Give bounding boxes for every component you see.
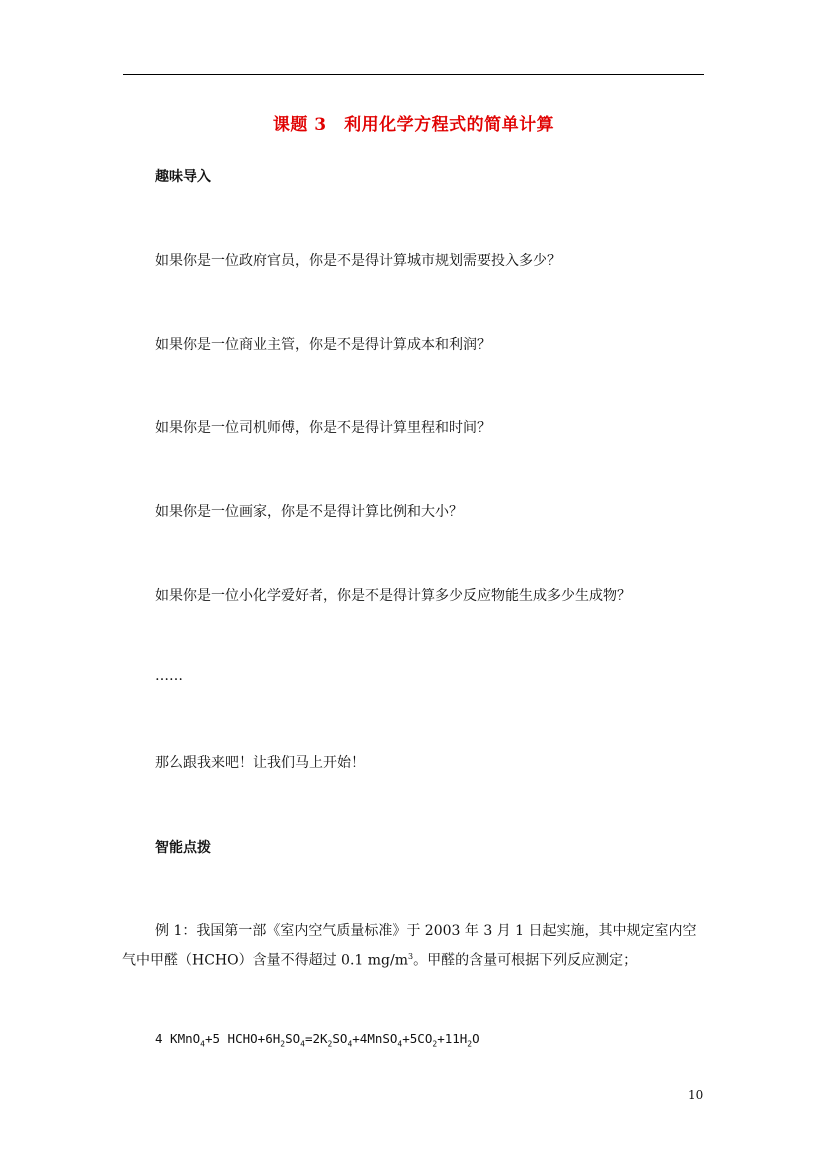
example-1-text-end: 。甲醛的含量可根据下列反应测定；: [413, 952, 638, 969]
equation-subscript: 2: [280, 1039, 286, 1049]
equation-subscript: 4: [347, 1039, 353, 1049]
ellipsis-paragraph: ……: [155, 668, 183, 684]
equation-term: SO: [285, 1031, 301, 1046]
equation-term: 4 KMnO: [155, 1031, 201, 1046]
equation-subscript: 2: [327, 1039, 333, 1049]
section-heading-tips: 智能点拨: [155, 840, 211, 856]
page-title: 课题 3 利用化学方程式的简单计算: [272, 115, 555, 135]
equation-subscript: 4: [200, 1039, 205, 1049]
intro-paragraph-1: 如果你是一位政府官员，你是不是得计算城市规划需要投入多少？: [155, 253, 561, 269]
intro-paragraph-4: 如果你是一位画家，你是不是得计算比例和大小？: [155, 504, 463, 520]
header-rule: [123, 74, 704, 75]
equation-subscript: 2: [467, 1039, 473, 1049]
equation-term: =2K: [304, 1031, 328, 1046]
equation-term: SO: [332, 1031, 348, 1046]
equation-term: +5 HCHO+6H: [204, 1031, 281, 1046]
unit-superscript: 3: [408, 952, 414, 961]
example-1-text: 例 1：我国第一部《室内空气质量标准》于 2003 年 3 月 1 日起实施，其中规定室内空气中甲醛（HCHO）含量不得超过 0.1 mg/m: [122, 923, 697, 969]
equation-term: +4MnSO: [352, 1031, 398, 1046]
page-number: 10: [688, 1088, 704, 1102]
chemical-equation: [155, 1031, 480, 1049]
example-1-paragraph: [122, 918, 707, 974]
intro-paragraph-3: 如果你是一位司机师傅，你是不是得计算里程和时间？: [155, 420, 491, 436]
intro-paragraph-2: 如果你是一位商业主管，你是不是得计算成本和利润？: [155, 337, 491, 353]
equation-term: +11H: [437, 1031, 468, 1046]
intro-paragraph-closing: 那么跟我来吧！让我们马上开始！: [155, 755, 365, 771]
equation-subscript: 4: [300, 1039, 305, 1049]
intro-paragraph-5: 如果你是一位小化学爱好者，你是不是得计算多少反应物能生成多少生成物？: [155, 588, 631, 604]
equation-subscript: 2: [432, 1039, 438, 1049]
section-heading-intro: 趣味导入: [155, 169, 211, 185]
equation-term: O: [472, 1031, 480, 1046]
equation-term: +5CO: [402, 1031, 433, 1046]
equation-subscript: 4: [397, 1039, 403, 1049]
